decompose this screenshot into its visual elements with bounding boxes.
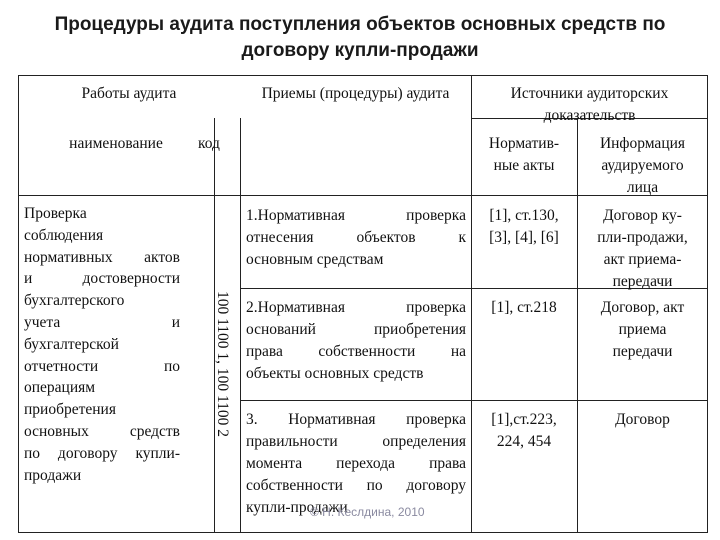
row-1-info: Договор ку- пли-продажи, акт приема- передачи — [597, 207, 688, 290]
row-3-procedure: 3. Нормативная проверка правильности определения момента перехода права собственности по договору купли-продажи — [246, 411, 466, 516]
work-code-cell — [204, 195, 240, 533]
footer-copyright: © Н. Кеслдина, 2010 — [310, 505, 425, 519]
table-border-top — [18, 75, 708, 76]
work-name-cell: Проверка соблюдения нормативных актов и достоверности бухгалтерского учета и бухгалтерской отчетности по операциям приобретения основных средств по договору купли- продажи — [24, 205, 180, 484]
row-1-procedure: 1.Нормативная проверка отнесения объектов к основным средствам — [246, 207, 466, 268]
row-3-acts: [1],ст.223, 224, 454 — [491, 411, 557, 450]
row-2-info: Договор, акт приема передачи — [600, 299, 685, 360]
header-audit-works: Работы аудита — [81, 85, 177, 102]
header-sources: Источники аудиторских доказательств — [510, 85, 669, 124]
table-border-bottom — [18, 532, 708, 533]
header-code: код — [198, 135, 220, 152]
row-sep-2 — [240, 400, 708, 401]
audit-table — [18, 75, 708, 533]
col-sep-code-proc-lower — [240, 118, 241, 533]
row-2-procedure: 2.Нормативная проверка оснований приобретения права собственности на объекты основных средств — [246, 299, 466, 382]
title-line-2: договору купли-продажи — [241, 40, 479, 61]
work-code-text: 100 1100 1, 100 1100 2 — [214, 290, 232, 438]
header-info: Информация аудируемого лица — [599, 135, 686, 196]
header-normative-acts: Норматив- ные акты — [488, 135, 560, 174]
row-2-acts: [1], ст.218 — [491, 299, 557, 316]
header-name: наименование — [69, 135, 163, 152]
row-1-acts: [1], ст.130, [3], [4], [6] — [489, 207, 559, 246]
title-line-1: Процедуры аудита поступления объектов основных средств по — [54, 14, 666, 35]
header-techniques: Приемы (процедуры) аудита — [261, 85, 450, 102]
page-title — [0, 12, 720, 64]
row-3-info: Договор — [615, 411, 670, 428]
